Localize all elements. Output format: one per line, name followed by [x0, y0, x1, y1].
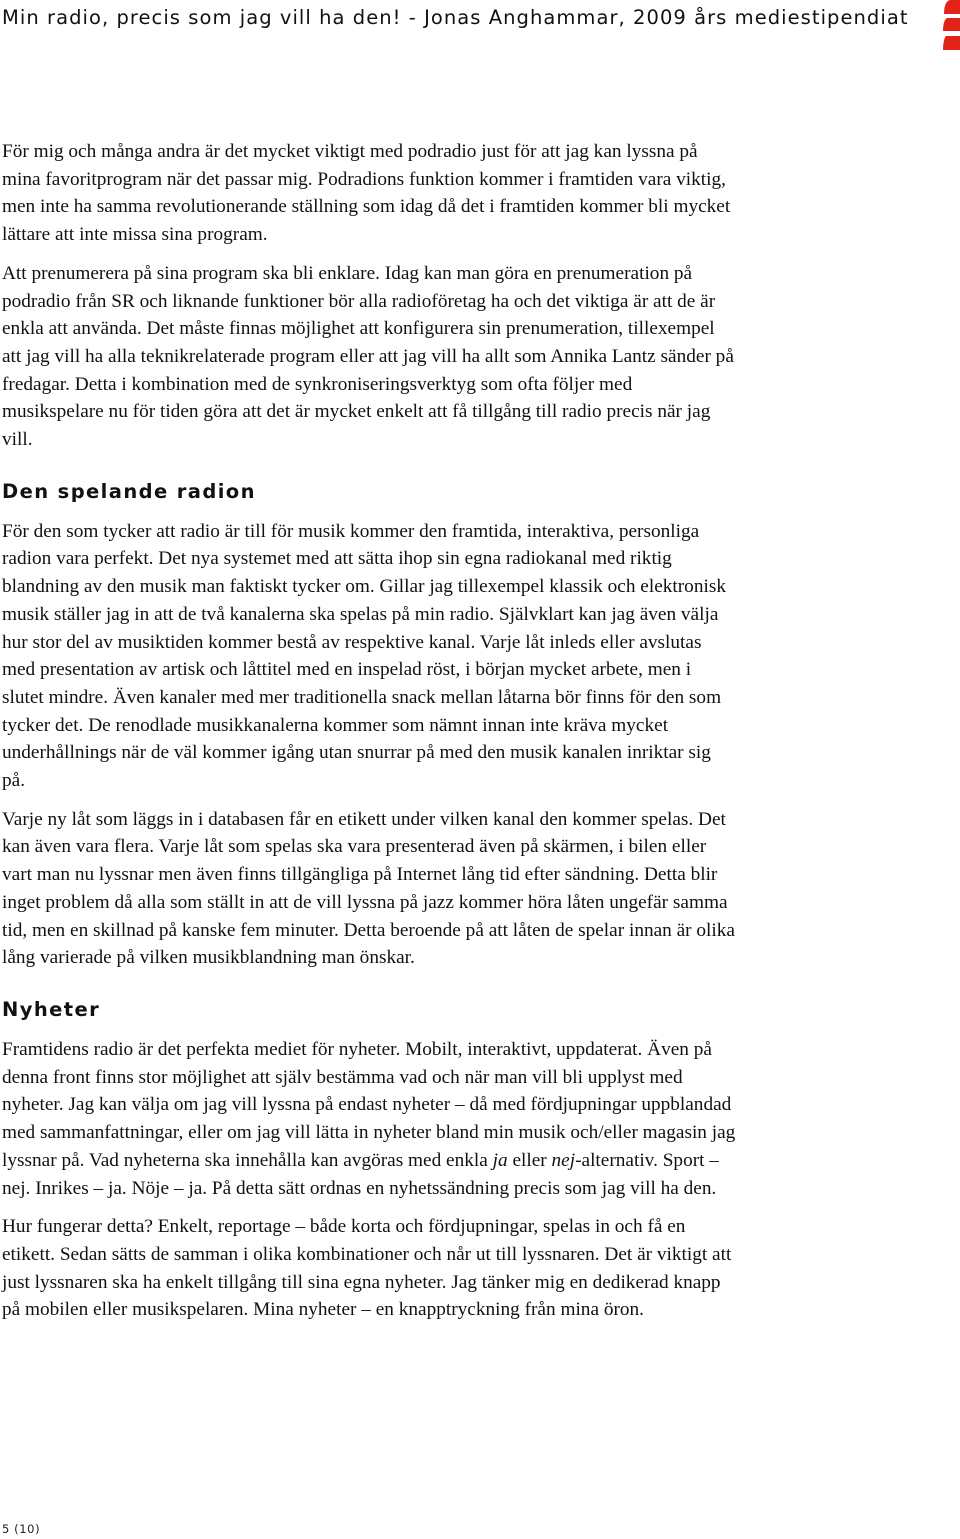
- paragraph: Hur fungerar detta? Enkelt, reportage – både korta och fördjupningar, spelas in och få en etikett. Sedan sätts de samman i olika kombinationer och når ut till lyssnaren. Det är viktigt att just lyssnaren ska ha enkelt tillgång till sina egna nyheter. Jag tänker mig en dedikerad knapp på mobilen eller musikspelaren. Mina nyheter – en knapptryckning från mina öron.: [2, 1216, 732, 1321]
- paragraph-text: -alternativ. Sport – nej. Inrikes – ja. Nöje – ja. På detta sätt ordnas en nyhetssändning precis som jag vill ha den.: [2, 1149, 719, 1199]
- paragraph: [2, 1036, 737, 1202]
- paragraph: För mig och många andra är det mycket viktigt med podradio just för att jag kan lyssna på mina favoritprogram när det passar mig. Podradions funktion kommer i framtiden vara viktig, men inte ha samma revolutionerande ställning som idag då det i framtiden kommer bli mycket lättare att inte missa sina program.: [2, 141, 731, 246]
- paragraph-text: eller: [507, 1149, 552, 1171]
- emphasis-ja: ja: [492, 1149, 508, 1171]
- paragraph-text: Framtidens radio är det perfekta mediet för nyheter. Mobilt, interaktivt, uppdaterat. Även på denna front finns stor möjlighet att själv bestämma vad och när man vill bli upplyst med nyheter. Jag kan välja om jag vill lyssna på endast nyheter – då med fördjupningar uppblandad med sammanfattningar, eller om jag vill lätta in nyheter bland min musik och/eller magasin jag lyssnar på. Vad nyheterna ska innehålla kan avgöras med enkla: [2, 1038, 736, 1171]
- paragraph: Att prenumerera på sina program ska bli enklare. Idag kan man göra en prenumeration på podradio från SR och liknande funktioner bör alla radioföretag ha och det viktiga är att de är enkla att använda. Det måste finnas möjlighet att konfigurera sin prenumeration, tillexempel att jag vill ha alla teknikrelaterade program eller att jag vill ha allt som Annika Lantz sänder på fredagar. Detta i kombination med de synkroniseringsverktyg som ofta följer med musikspelare nu för tiden göra att det är mycket enkelt att få tillgång till radio precis när jag vill.: [2, 262, 734, 451]
- paragraph: För den som tycker att radio är till för musik kommer den framtida, interaktiva, personliga radion vara perfekt. Det nya systemet med att sätta ihop sin egna radiokanal med riktig blandning av den musik man faktiskt tycker om. Gillar jag tillexempel klassik och elektronisk musik ställer jag in att de två kanalerna ska spelas på min radio. Självklart kan jag även välja hur stor del av musiktiden kommer bestå av respektive kanal. Varje låt inleds eller avslutas med presentation av artisk och låttitel med en inspelad röst, i början mycket arbete, men i slutet mindre. Även kanaler med mer traditionella snack mellan låtarna bör finns för den som tycker det. De renodlade musikkanalerna kommer som nämnt innan inte kräva mycket underhållnings när de väl kommer igång utan snurrar på med den musik kanalen inriktar sig på.: [2, 520, 726, 792]
- page-number: 5 (10): [2, 1522, 41, 1536]
- section-heading: Nyheter: [2, 997, 101, 1021]
- document-body: [2, 138, 737, 1335]
- paragraph: Varje ny låt som läggs in i databasen får en etikett under vilken kanal den kommer spelas. Det kan även vara flera. Varje låt som spelas ska vara presenterad även på skärmen, i bilen eller vart man nu lyssnar men även finns tillgängliga på Internet lång tid efter sändning. Detta blir inget problem då alla som ställt in att de vill lyssna på jazz kommer höra låten ungefär samma tid, men en skillnad på kanske fem minuter. Detta beroende på att låten de spelar innan är olika lång varierade på vilken musikblandning man önskar.: [2, 808, 735, 969]
- sr-logo-icon: [942, 0, 960, 52]
- emphasis-nej: nej: [551, 1149, 576, 1171]
- document-header-title: Min radio, precis som jag vill ha den! - Jonas Anghammar, 2009 års mediestipendiat: [2, 6, 909, 29]
- section-heading: Den spelande radion: [2, 479, 256, 503]
